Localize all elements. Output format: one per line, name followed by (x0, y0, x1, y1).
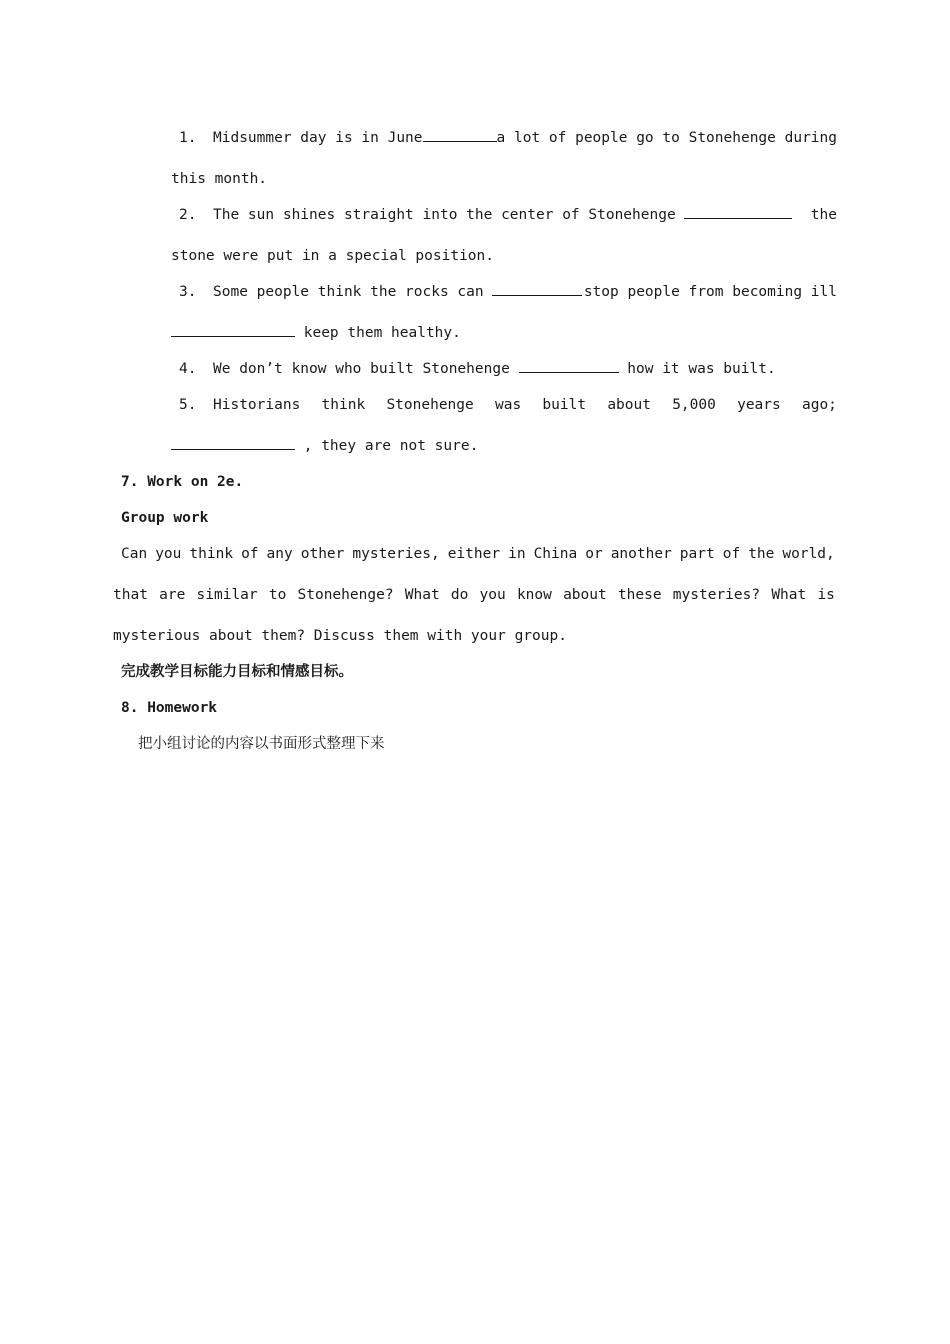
sentence-part: Some people think the rocks can (213, 284, 484, 300)
sentence-part: stop people from becoming ill (583, 284, 837, 300)
word: 5,000 (672, 397, 716, 413)
discussion-paragraph-line3: mysterious about them? Discuss them with your group. (113, 628, 567, 644)
item-number: 5. (179, 397, 197, 413)
word: Stonehenge? (297, 587, 394, 603)
section-7-heading: 7. Work on 2e. (121, 474, 244, 490)
sentence-part: , they are not sure. (303, 438, 479, 454)
word: these (617, 587, 662, 603)
sentence-part: We don’t know who built Stonehenge (213, 361, 510, 377)
exercise-item-1-line1 (171, 129, 837, 147)
sentence-part: the (810, 207, 837, 223)
exercise-item-4-line1 (171, 360, 776, 378)
discussion-paragraph-line1 (121, 545, 835, 563)
word: other (300, 546, 345, 562)
word: about (563, 587, 607, 603)
fill-in-blank[interactable] (684, 206, 792, 219)
sentence-part: how it was built. (627, 361, 776, 377)
sentence-part: The sun shines straight into the center of Stonehenge (213, 207, 676, 223)
word: mysteries? (672, 587, 761, 603)
word: think (189, 546, 234, 562)
sentence-part: keep them healthy. (303, 325, 461, 341)
word: Historians (213, 397, 301, 413)
word: know (516, 587, 552, 603)
exercise-item-5-line2 (171, 437, 478, 455)
word: ago; (801, 397, 837, 413)
fill-in-blank[interactable] (423, 129, 497, 142)
word: built (542, 397, 587, 413)
sentence-part: Midsummer day is in June (213, 130, 423, 146)
section-8-heading: 8. Homework (121, 700, 218, 716)
word: of (722, 546, 741, 562)
item-number: 3. (179, 284, 197, 300)
word: think (321, 397, 366, 413)
word: China (533, 546, 578, 562)
group-work-subheading: Group work (121, 510, 209, 526)
word: that (113, 587, 148, 603)
word: the (748, 546, 775, 562)
fill-in-blank[interactable] (492, 283, 582, 296)
discussion-paragraph-line2 (113, 586, 835, 604)
word: any (266, 546, 293, 562)
word: world, (782, 546, 835, 562)
item-number: 4. (179, 361, 197, 377)
homework-task: 把小组讨论的内容以书面形式整理下来 (138, 736, 385, 752)
word: What (771, 587, 807, 603)
word: of (241, 546, 259, 562)
word: similar (196, 587, 258, 603)
fill-in-blank[interactable] (519, 360, 619, 373)
word: What (404, 587, 440, 603)
word: you (155, 546, 182, 562)
fill-in-blank[interactable] (171, 324, 295, 337)
exercise-item-2-line1 (171, 206, 837, 224)
word: do (450, 587, 469, 603)
word: Stonehenge (386, 397, 474, 413)
fill-in-blank[interactable] (171, 437, 295, 450)
item-number: 1. (179, 130, 197, 146)
exercise-item-1-line2: this month. (171, 171, 268, 187)
exercise-item-5-line1 (171, 396, 837, 414)
word: another (610, 546, 672, 562)
word: is (817, 587, 835, 603)
word: are (159, 587, 186, 603)
teaching-goal-note: 完成教学目标能力目标和情感目标。 (121, 664, 353, 680)
word: part (679, 546, 715, 562)
word: in (508, 546, 526, 562)
word: mysteries, (352, 546, 440, 562)
exercise-item-3-line1 (171, 283, 837, 301)
item-number: 2. (179, 207, 197, 223)
word: either (447, 546, 501, 562)
word: or (585, 546, 603, 562)
word: Can (121, 546, 148, 562)
exercise-item-3-line2 (171, 324, 461, 342)
word: years (737, 397, 781, 413)
word: was (494, 397, 522, 413)
sentence-part: a lot of people go to Stonehenge during (496, 130, 837, 146)
exercise-item-2-line2: stone were put in a special position. (171, 248, 495, 264)
word: you (479, 587, 506, 603)
word: to (268, 587, 287, 603)
word: about (607, 397, 651, 413)
